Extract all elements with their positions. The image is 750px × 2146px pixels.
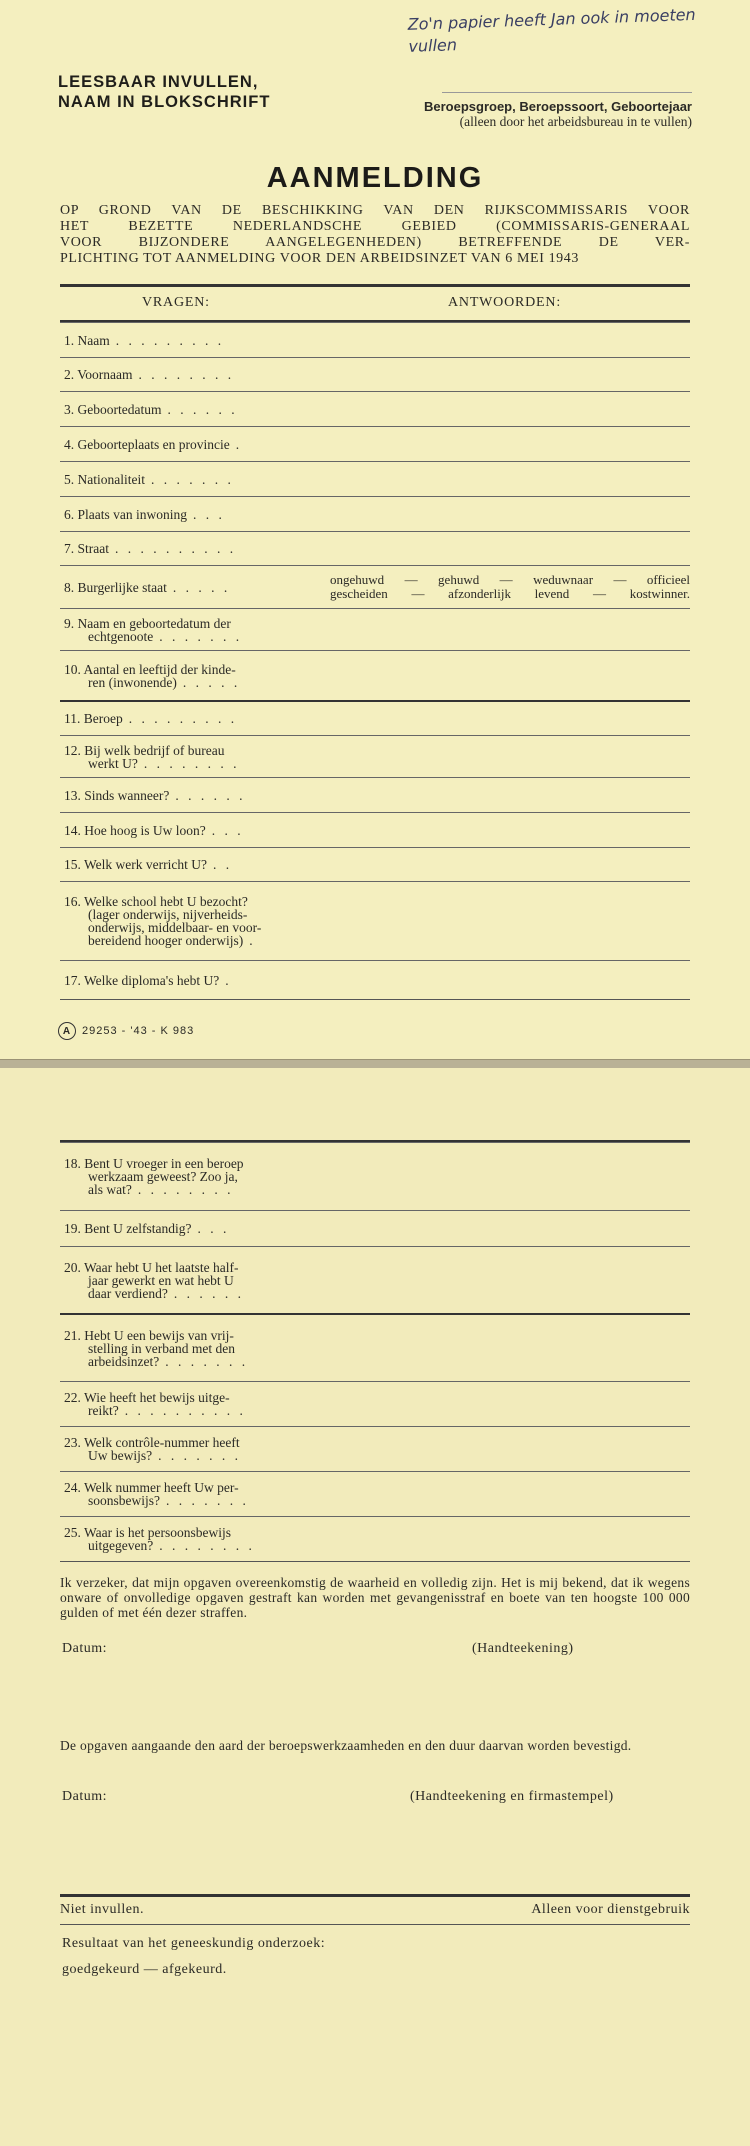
question-lines [64,473,234,486]
question-row [60,1313,690,1381]
question-line-text: als wat? [88,1182,132,1197]
question-line-text: soonsbewijs? [88,1493,160,1508]
question-row [60,322,690,357]
question-line-text: 17. Welke diploma's hebt U? [64,972,220,988]
question-line [64,438,242,451]
preamble-line-3: VOOR BIJZONDERE AANGELEGENHEDEN) BETREFFENDE DE VER- [60,235,690,250]
fill-instruction [58,72,328,112]
question-line: (lager onderwijs, nijverheids- [88,907,248,922]
page-separator [0,1060,750,1068]
question-lines [64,895,261,947]
answer-field[interactable] [330,609,690,650]
question-row [60,357,690,391]
question-line-text: 8. Burgerlijke staat [64,579,167,595]
question-row [60,700,690,735]
question-line [64,1449,241,1462]
question-row [60,1210,690,1246]
questions-column-header: VRAGEN: [142,295,210,310]
signature-label-employer[interactable]: (Handteekening en firmastempel) [410,1789,614,1804]
answer-field[interactable] [330,1143,690,1210]
question-line: 16. Welke school hebt U bezocht? [64,894,248,909]
question-line-text: 3. Geboortedatum [64,401,162,417]
question-line [64,757,239,770]
question-line: 25. Waar is het persoonsbewijs [64,1525,232,1540]
question-row [60,847,690,881]
occupation-field[interactable] [372,92,692,129]
question-row [60,531,690,565]
question-row [60,960,690,999]
official-use-label: Alleen voor dienstgebruik [531,1902,690,1917]
question-text [64,1382,326,1426]
leader-dots: . . . . . . [175,787,246,803]
question-lines [64,663,240,689]
leader-dots: . . . [197,1221,230,1236]
question-line: 9. Naam en geboortedatum der [64,615,231,631]
question-line: stelling in verband met den [88,1340,235,1356]
question-line-text: 2. Voornaam [64,367,133,382]
question-line: jaar gewerkt en wat hebt U [88,1272,234,1288]
question-line: 10. Aantal en leeftijd der kinde- [64,661,236,677]
official-use-header [60,1902,690,1918]
answer-field[interactable] [330,702,690,735]
answer-field[interactable] [330,1211,690,1246]
leader-dots: . . . . . . . . [143,755,240,771]
question-line-text: bereidend hooger onderwijs) [88,933,244,948]
leader-dots: . . . . . . . . . . [124,1403,246,1418]
question-line [64,368,234,381]
question-text [64,1211,326,1246]
leader-dots: . . . . . . . . [159,1538,255,1553]
question-line-text: 7. Straat [64,541,109,556]
not-fill-label: Niet invullen. [60,1902,144,1917]
question-row [60,1142,690,1210]
questions-end-rule [60,1561,690,1562]
leader-dots: . . . . . . [167,401,238,417]
signature-label-applicant[interactable]: (Handteekening) [472,1641,574,1656]
employer-statement: De opgaven aangaande den aard der beroepswerkzaamheden en den duur daarvan worden bevestigd. [60,1738,632,1753]
question-lines [64,1261,244,1300]
answer-field[interactable] [330,848,690,881]
question-line [64,334,224,347]
question-line [64,508,225,521]
question-line [64,1222,229,1235]
answer-field[interactable] [330,651,690,700]
preamble-line-4: PLICHTING TOT AANMELDING VOOR DEN ARBEIDSINZET VAN 6 MEI 1943 [60,251,579,266]
question-row [60,1246,690,1313]
question-text [64,848,326,881]
leader-dots: . . . . . . . . [138,367,235,382]
question-line-text: 11. Beroep [64,711,123,726]
question-line [64,403,238,416]
answer-field[interactable] [330,882,690,960]
declaration-text: Ik verzeker, dat mijn opgaven overeenkomstig de waarheid en volledig zijn. Het is mij bekend, dat ik wegens onware of onvolledige opgaven gestraft kan worden met gevangenisstraf en boete van ten hoogste 100 000 gulden of met één dezer straffen. [60,1575,690,1620]
question-line [64,676,240,689]
answer-field[interactable] [330,323,690,357]
question-line-text: 1. Naam [64,332,110,348]
question-text [64,1315,326,1381]
question-text [64,609,326,650]
question-text [64,1427,326,1471]
print-code [58,1022,194,1040]
leader-dots: . [225,972,232,988]
question-line: onderwijs, middelbaar- en voor- [88,920,262,935]
question-row [60,1381,690,1426]
leader-dots: . . . . . . [173,1285,244,1301]
question-line-text: 6. Plaats van inwoning [64,506,187,522]
official-use-top-rule [60,1894,690,1897]
date-label-applicant[interactable]: Datum: [62,1641,107,1656]
question-line-text: daar verdiend? [88,1285,168,1301]
occupation-note: (alleen door het arbeidsbureau in te vullen) [459,114,692,129]
question-line: 18. Bent U vroeger in een beroep [64,1156,244,1171]
question-lines [64,858,232,871]
question-text [64,651,326,700]
question-line: 21. Hebt U een bewijs van vrij- [64,1327,234,1343]
question-line [64,630,242,643]
answer-field[interactable] [330,427,690,461]
question-line: 23. Welk contrôle-nummer heeft [64,1435,240,1450]
question-row [60,812,690,847]
question-line [64,1494,249,1507]
question-lines [64,1391,246,1417]
print-code-text: 29253 - '43 - K 983 [82,1025,195,1037]
answer-field[interactable] [330,462,690,496]
question-line [64,824,244,837]
question-line [64,1287,244,1300]
question-text [64,532,326,565]
question-line: 20. Waar hebt U het laatste half- [64,1259,239,1275]
question-line-text: 5. Nationaliteit [64,471,145,487]
question-lines [64,974,232,987]
question-line [64,1183,244,1196]
answer-field[interactable] [330,566,690,608]
header-divider [60,284,690,287]
answer-field[interactable] [330,358,690,391]
printer-logo-icon: A [58,1022,76,1040]
question-text [64,961,326,999]
answer-field[interactable] [330,1315,690,1381]
answer-field[interactable] [330,392,690,426]
question-line-text: echtgenoote [88,628,154,644]
answer-option-line: ongehuwd — gehuwd — weduwnaar — officieel [330,572,690,587]
occupation-label: Beroepsgroep, Beroepssoort, Geboortejaar [423,99,692,114]
page1-bottom-rule [60,999,690,1000]
form-page-2 [0,1068,750,2146]
leader-dots: . [235,436,243,452]
question-lines [64,1329,248,1368]
question-line-text: 14. Hoe hoog is Uw loon? [64,822,206,838]
question-line [64,974,232,987]
leader-dots: . . . . . . . . [137,1182,234,1197]
question-text [64,358,326,391]
preamble-line-2: HET BEZETTE NEDERLANDSCHE GEBIED (COMMISSARIS-GENERAAL [60,219,690,234]
preamble-line-1: OP GROND VAN DE BESCHIKKING VAN DEN RIJKSCOMMISSARIS VOOR [60,203,690,218]
question-lines [64,744,239,770]
question-line-text: reikt? [88,1403,119,1418]
leader-dots: . . . . . . . . . [128,711,238,726]
leader-dots: . . . . . . . [166,1493,249,1508]
question-text [64,323,326,357]
question-line [64,858,232,871]
question-lines [64,334,224,347]
question-lines [64,581,230,594]
question-line [64,473,234,486]
question-lines [64,1436,241,1462]
question-text [64,497,326,531]
question-line [64,1404,246,1417]
question-lines [64,712,237,725]
leader-dots: . . [213,857,233,872]
official-use-rule [60,1924,690,1925]
answer-option-line: gescheiden — afzonderlijk levend — kostwinner. [330,586,690,601]
question-lines [64,542,236,555]
date-label-employer[interactable]: Datum: [62,1789,107,1804]
question-line [64,581,230,594]
answer-field[interactable] [330,1382,690,1426]
leader-dots: . . . . . [182,674,241,690]
occupation-rule [442,92,692,93]
leader-dots: . . . . . [172,579,231,595]
question-text [64,1472,326,1516]
question-line: 22. Wie heeft het bewijs uitge- [64,1390,230,1405]
question-lines [64,368,234,381]
question-lines [64,403,238,416]
question-row [60,461,690,496]
question-row [60,496,690,531]
question-row [60,1516,690,1561]
question-line-text: ren (inwonende) [88,674,177,690]
answers-column-header: ANTWOORDEN: [448,295,562,310]
question-lines [64,508,225,521]
answer-field[interactable] [330,778,690,812]
question-text [64,1143,326,1210]
question-line-text: werkt U? [88,755,138,771]
question-row [60,735,690,777]
question-line: 24. Welk nummer heeft Uw per- [64,1480,239,1495]
question-lines [64,1526,255,1552]
question-text [64,813,326,847]
question-lines [64,1222,229,1235]
question-text [64,1247,326,1313]
leader-dots: . . . . . . . [158,1448,241,1463]
medical-result-label: Resultaat van het geneeskundig onderzoek: [62,1936,326,1951]
leader-dots: . . . . . . . [159,628,243,644]
question-lines [64,789,245,802]
question-line-text: 4. Geboorteplaats en provincie [64,436,230,452]
question-line-text: arbeidsinzet? [88,1353,160,1369]
answer-field[interactable] [330,497,690,531]
answer-field[interactable] [330,1247,690,1313]
form-page-1 [0,0,750,1060]
question-row [60,881,690,960]
answer-field[interactable] [330,961,690,999]
leader-dots: . . . [211,822,244,838]
leader-dots: . . . . . . . [165,1353,249,1369]
question-line-text: 19. Bent U zelfstandig? [64,1221,192,1236]
leader-dots: . . . [193,506,225,522]
leader-dots: . [249,933,256,948]
answer-field[interactable] [330,532,690,565]
question-text [64,392,326,426]
question-line [64,789,245,802]
question-row [60,391,690,426]
question-text [64,427,326,461]
question-line [64,934,261,947]
question-text [64,1517,326,1561]
question-line [64,1539,255,1552]
question-text [64,566,326,608]
question-row [60,1471,690,1516]
answer-field[interactable] [330,1517,690,1561]
question-row [60,1426,690,1471]
question-row [60,608,690,650]
question-text [64,736,326,777]
question-line: 12. Bij welk bedrijf of bureau [64,742,225,758]
answer-field[interactable] [330,1427,690,1471]
instruction-line-2: NAAM IN BLOKSCHRIFT [58,93,271,111]
leader-dots: . . . . . . . . . [115,332,225,348]
question-row [60,777,690,812]
question-line: werkzaam geweest? Zoo ja, [88,1169,238,1184]
handwritten-note: Zo'n papier heeft Jan ook in moeten vullen [407,4,696,56]
question-line-text: 15. Welk werk verricht U? [64,857,207,872]
question-line [64,542,236,555]
question-row [60,426,690,461]
medical-result-options[interactable]: goedgekeurd — afgekeurd. [62,1962,227,1977]
question-line-text: 13. Sinds wanneer? [64,787,170,803]
question-line [64,712,237,725]
answer-field[interactable] [330,1472,690,1516]
question-row [60,650,690,700]
question-text [64,702,326,735]
preamble [60,203,690,267]
question-text [64,882,326,960]
question-line [64,1355,248,1368]
question-text [64,778,326,812]
question-lines [64,617,242,643]
question-lines [64,1481,249,1507]
question-line-text: Uw bewijs? [88,1448,153,1463]
leader-dots: . . . . . . . . . . [115,541,237,556]
answer-field[interactable] [330,813,690,847]
answer-field[interactable] [330,736,690,777]
instruction-line-1: LEESBAAR INVULLEN, [58,73,259,91]
question-lines [64,824,244,837]
leader-dots: . . . . . . . [150,471,234,487]
question-lines [64,438,242,451]
question-text [64,462,326,496]
question-lines [64,1157,244,1196]
question-line-text: uitgegeven? [88,1538,154,1553]
question-row [60,565,690,608]
page-title: AANMELDING [266,162,484,194]
